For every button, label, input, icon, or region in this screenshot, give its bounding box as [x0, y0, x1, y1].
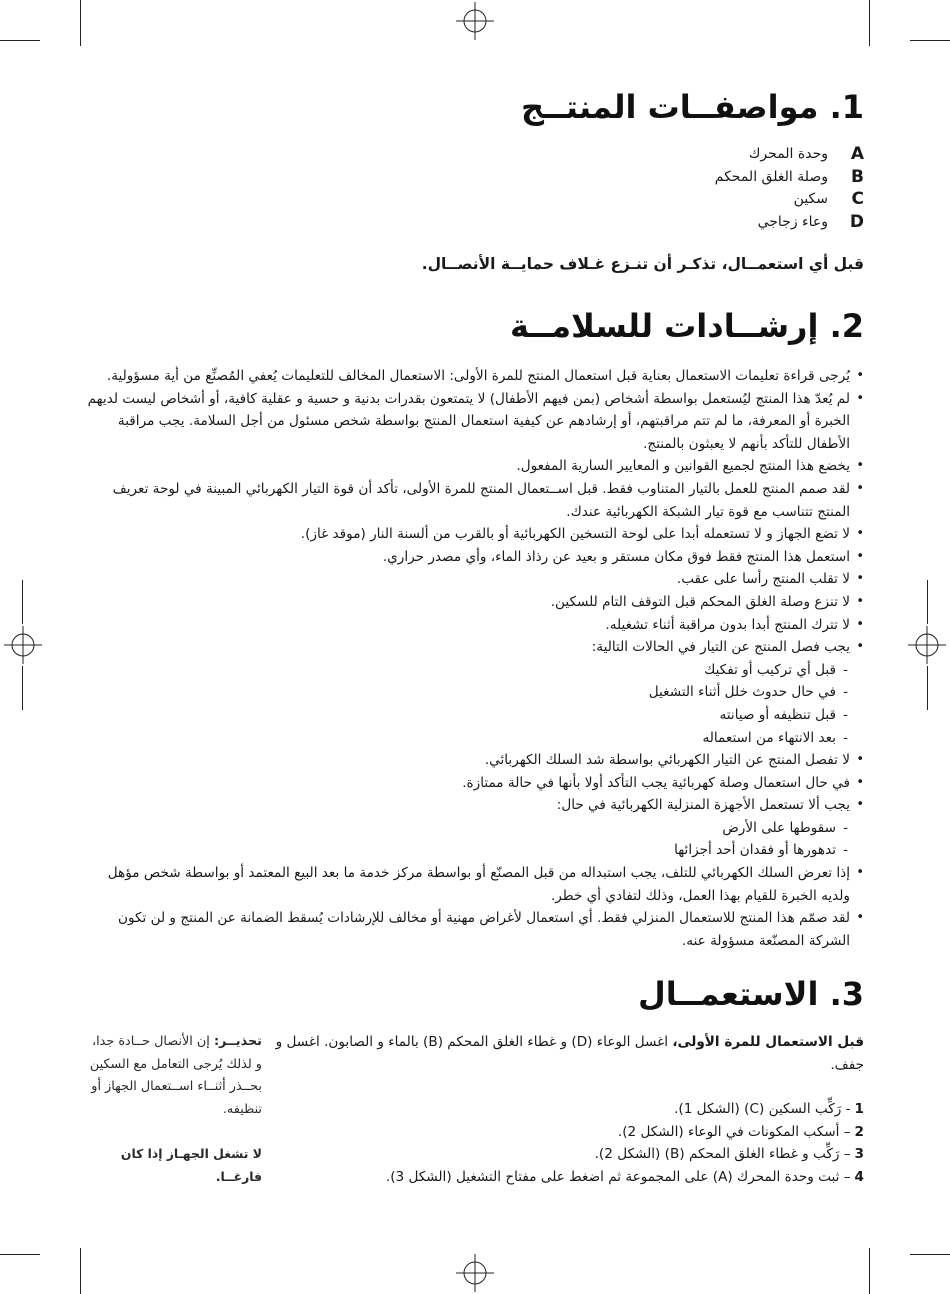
usage-instructions [268, 1031, 864, 1189]
registration-mark-icon [908, 626, 946, 664]
step-number: 4 [854, 1168, 864, 1185]
section-title-safety: 2. إرشــادات للسلامــة [509, 307, 864, 345]
safety-item: • يخضع هذا المنتج لجميع القوانين و المعايير السارية المفعول. [86, 455, 864, 478]
registration-mark-icon [456, 2, 494, 40]
spec-row [564, 188, 864, 211]
safety-item: • استعمل هذا المنتج فقط فوق مكان مستقر و بعيد عن رذاذ الماء، وأي مصدر حراري. [86, 546, 864, 569]
step-number: 1 [854, 1101, 864, 1118]
spec-name: سكين [793, 191, 828, 208]
spec-row [564, 166, 864, 189]
warning-text: إن الأنصال حــادة جدا، و لذلك يُرجى التعامل مع السكين بحــذر أثنــاء اســتعمال الجهاز أو تنظيفه. [89, 1034, 262, 1117]
step-text: - رَكِّب السكين (C) (الشكل 1). [674, 1101, 851, 1118]
safety-item: • إذا تعرض السلك الكهربائي للتلف، يجب استبداله من قبل المصنّع أو بواسطة مركز خدمة ما بعد البيع المعتمد أو بواسطة شخص مؤهل ولديه الخبرة للقيام بهذا العمل، وذلك لتفادي أي خطر. [86, 862, 864, 907]
crop-mark [869, 1248, 870, 1294]
safety-item: • لا تنزع وصلة الغلق المحكم قبل التوقف التام للسكين. [86, 591, 864, 614]
step-text: – ثبت وحدة المحرك (A) على المجموعة ثم اضغط على مفتاح التشغيل (الشكل 3). [385, 1168, 851, 1185]
section-title-usage: 3. الاستعمــال [637, 975, 864, 1013]
usage-lead [268, 1031, 864, 1076]
safety-item: • لا تفصل المنتج عن التيار الكهربائي بواسطة شد السلك الكهربائي. [86, 749, 864, 772]
usage-step [268, 1121, 864, 1144]
usage-step [268, 1166, 864, 1189]
safety-subitem: - بعد الانتهاء من استعماله [86, 727, 864, 750]
crop-mark [927, 580, 928, 624]
crop-mark [910, 40, 950, 41]
spec-letter: C [851, 189, 864, 210]
safety-subitem: - في حال حدوث خلل أثناء التشغيل [86, 681, 864, 704]
step-text: – رَكِّب و غطاء الغلق المحكم (B) (الشكل 2). [594, 1146, 851, 1163]
safety-item: • لم يُعدّ هذا المنتج ليُستعمل بواسطة أشخاص (بمن فيهم الأطفال) لا يتمتعون بقدرات بدنية و حسية و عقلية كافية، أو أشخاص ليست لديهم الخبرة أو المعرفة، ما لم تتم مراقبتهم، أو إرشادهم عن كيفية استعمال المنتج بواسطة شخص مسئول من أجل السلامة. يجب مراقبة الأطفال للتأكد بأنهم لا يعبثون بالمنتج. [86, 388, 864, 456]
spec-name: وحدة المحرك [748, 146, 828, 163]
crop-mark [927, 666, 928, 710]
safety-item: • في حال استعمال وصلة كهربائية يجب التأكد أولا بأنها في حالة ممتازة. [86, 772, 864, 795]
section-title-specs: 1. مواصفــات المنتــج [520, 88, 864, 126]
usage-step [268, 1098, 864, 1121]
safety-item: • لا تضع الجهاز و لا تستعمله أبدا على لوحة التسخين الكهربائية أو بالقرب من ألسنة النار (موقد غاز). [86, 523, 864, 546]
usage-step [268, 1143, 864, 1166]
registration-mark-icon [456, 1254, 494, 1292]
safety-item: • لا تقلب المنتج رأسا على عقب. [86, 568, 864, 591]
spec-row [564, 211, 864, 234]
warning-label: تحذيــر: [213, 1034, 262, 1049]
safety-item: • يجب ألا تستعمل الأجهزة المنزلية الكهربائية في حال: [86, 794, 864, 817]
safety-subitem: - تدهورها أو فقدان أحد أجزائها [86, 839, 864, 862]
crop-mark [80, 1248, 81, 1294]
spec-letter: A [850, 144, 864, 165]
crop-mark [22, 666, 23, 710]
safety-item: • لقد صمّم هذا المنتج للاستعمال المنزلي فقط. أي استعمال لأغراض مهنية أو مخالف للإرشادات يُسقط الضمانة عن المنتج و لن تكون الشركة المصنّعة مسؤولة عنه. [86, 907, 864, 952]
crop-mark [80, 0, 81, 46]
usage-lead-bold: قبل الاستعمال للمرة الأولى، [672, 1034, 864, 1050]
safety-subitem: - قبل أي تركيب أو تفكيك [86, 659, 864, 682]
safety-item: • لقد صمم المنتج للعمل بالتيار المتناوب فقط. قبل اســتعمال المنتج للمرة الأولى، تأكد أن قوة التيار الكهربائي المبينة في لوحة تعريف المنتج تتناسب مع قوة تيار الشبكة الكهربائية عندك. [86, 478, 864, 523]
spec-letter: D [849, 211, 864, 232]
crop-mark [0, 40, 40, 41]
crop-mark [0, 1254, 40, 1255]
step-text: – أسكب المكونات في الوعاء (الشكل 2). [617, 1123, 851, 1140]
spec-name: وصلة الغلق المحكم [714, 168, 828, 185]
side-notes [86, 1031, 262, 1189]
spec-row [564, 143, 864, 166]
safety-item: • لا تترك المنتج أبدا بدون مراقبة أثناء تشغيله. [86, 614, 864, 637]
spec-list [564, 143, 864, 233]
blade-guard-note: قبل أي استعمــال، تذكـر أن تنـزع غـلاف حمايــة الأنصــال. [421, 255, 864, 273]
safety-subitem: - سقوطها على الأرض [86, 817, 864, 840]
safety-item: • يُرجى قراءة تعليمات الاستعمال بعناية قبل استعمال المنتج للمرة الأولى: الاستعمال المخالف للتعليمات يُعفي المُصنِّع من أية مسؤولية. [86, 365, 864, 388]
usage-steps [268, 1098, 864, 1188]
safety-subitem: - قبل تنظيفه أو صيانته [86, 704, 864, 727]
registration-mark-icon [4, 626, 42, 664]
empty-operation-note: لا تشغل الجهـاز إذا كان فارغــا. [120, 1146, 262, 1184]
step-number: 3 [854, 1146, 864, 1163]
spec-letter: B [851, 166, 864, 187]
safety-item: • يجب فصل المنتج عن التيار في الحالات التالية: [86, 636, 864, 659]
crop-mark [869, 0, 870, 46]
crop-mark [22, 580, 23, 624]
crop-mark [910, 1254, 950, 1255]
blade-warning [86, 1031, 262, 1121]
safety-list [86, 365, 864, 952]
step-number: 2 [854, 1123, 864, 1140]
usage-lead-text: اغسل الوعاء (D) و غطاء الغلق المحكم (B) بالماء و الصابون. اغسل و جفف. [275, 1034, 864, 1073]
spec-name: وعاء زجاجي [757, 213, 828, 230]
